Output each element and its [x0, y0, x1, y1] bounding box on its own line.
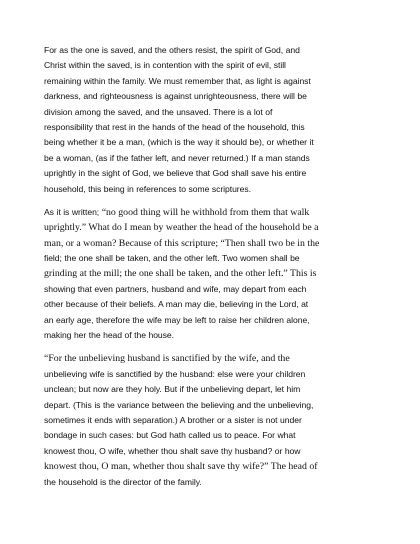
- text-line: [44, 411, 381, 426]
- text-line: [44, 87, 381, 102]
- text-segment: sometimes it ends with separation.) A brother or a sister is not under: [44, 414, 302, 425]
- text-line: [44, 249, 381, 264]
- document-body: [44, 41, 381, 488]
- text-line: [44, 264, 381, 279]
- text-line: [44, 118, 381, 133]
- text-line: [44, 56, 381, 71]
- text-line: [44, 234, 381, 249]
- text-segment: field; the one shall be taken, and the other left. Two women shall be: [44, 253, 300, 264]
- text-line: [44, 295, 381, 310]
- text-line: [44, 349, 381, 364]
- text-line: [44, 72, 381, 87]
- text-segment: “no good thing will he withhold from them that walk: [101, 206, 310, 218]
- text-segment: depart. (This is the variance between the believing and the unbelieving,: [44, 399, 314, 410]
- text-line: [44, 365, 381, 380]
- text-segment: showing that even partners, husband and wife, may depart from each: [44, 283, 307, 294]
- text-segment: As it is written;: [44, 206, 102, 217]
- text-line: [44, 149, 381, 164]
- text-segment: division among the saved, and the unsaved. There is a lot of: [44, 106, 273, 117]
- text-segment: the household is the director of the family.: [44, 476, 202, 487]
- text-line: [44, 426, 381, 441]
- text-segment: bondage in such cases: but God hath called us to peace. For what: [44, 430, 296, 441]
- text-line: [44, 473, 381, 488]
- text-line: [44, 457, 381, 472]
- text-segment: unclean; but now are they holy. But if the unbelieving depart, let him: [44, 384, 301, 395]
- text-segment: be a woman, (as if the father left, and never returned.) If a man stands: [44, 152, 310, 163]
- text-line: [44, 442, 381, 457]
- text-line: [44, 326, 381, 341]
- text-line: [44, 280, 381, 295]
- text-segment: grinding at the mill; the one shall be taken, and the other left.” This is: [44, 268, 317, 280]
- paragraph-gap: [44, 195, 381, 203]
- text-segment: For as the one is saved, and the others resist, the spirit of God, and: [44, 45, 300, 55]
- text-segment: being whether it be a man, (which is the way it should be), or whether it: [44, 137, 314, 148]
- text-segment: other because of their beliefs. A man may die, believing in the Lord, at: [44, 299, 309, 310]
- text-line: [44, 103, 381, 118]
- text-segment: man, or a woman? Because of this scripture; “Then shall two be in the: [44, 237, 320, 249]
- text-line: [44, 164, 381, 179]
- text-line: [44, 396, 381, 411]
- text-segment: “For the unbelieving husband is sanctified by the wife, and the: [44, 353, 290, 365]
- text-line: [44, 380, 381, 395]
- text-segment: knowest thou, O man, whether thou shalt save thy wife?” The head of: [44, 461, 318, 473]
- paragraph: [44, 349, 381, 488]
- text-segment: making her the head of the house.: [44, 330, 174, 341]
- text-segment: uprightly.” What do I mean by weather the head of the household be a: [44, 222, 319, 234]
- text-segment: darkness, and righteousness is against unrighteousness, there will be: [44, 91, 307, 102]
- text-segment: knowest thou, O wife, whether thou shalt save thy husband? or how: [44, 445, 301, 456]
- text-line: [44, 41, 381, 56]
- text-segment: responsibility that rest in the hands of the head of the household, this: [44, 121, 305, 132]
- text-line: [44, 311, 381, 326]
- text-line: [44, 218, 381, 233]
- text-segment: uprightly in the sight of God, we believe that God shall save his entire: [44, 168, 307, 179]
- paragraph: [44, 203, 381, 342]
- paragraph-gap: [44, 341, 381, 349]
- text-segment: unbelieving wife is sanctified by the husband: else were your children: [44, 368, 306, 379]
- text-line: [44, 133, 381, 148]
- text-segment: an early age, therefore the wife may be left to raise her children alone,: [44, 314, 310, 325]
- text-segment: household, this being in references to some scriptures.: [44, 183, 251, 194]
- text-segment: Christ within the saved, is in contention with the spirit of evil, still: [44, 60, 286, 71]
- paragraph: [44, 41, 381, 195]
- text-line: [44, 180, 381, 195]
- text-line: [44, 203, 381, 218]
- text-segment: remaining within the family. We must remember that, as light is against: [44, 75, 311, 86]
